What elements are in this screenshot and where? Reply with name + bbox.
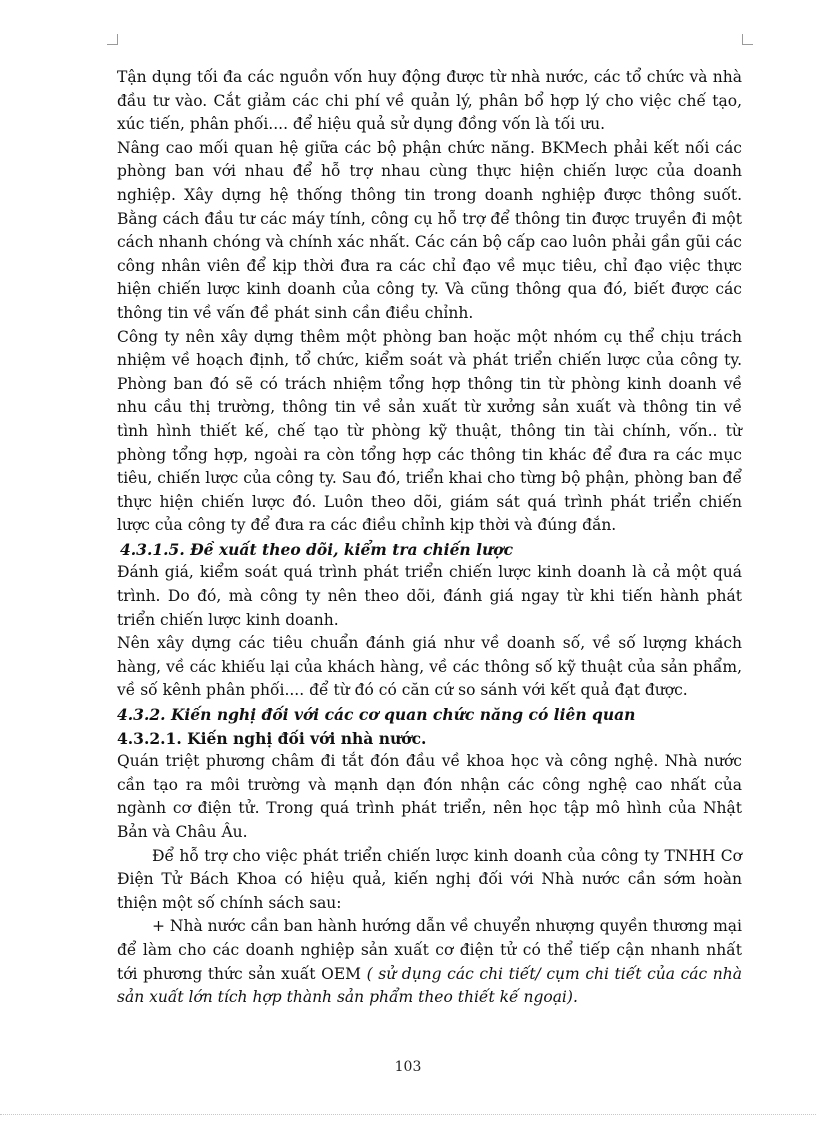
page-number: 103 (394, 1059, 422, 1075)
paragraph-support (117, 845, 742, 916)
page-body (117, 66, 742, 1010)
heading-4-3-2-1: 4.3.2.1. Kiến nghị đối với nhà nước. (117, 728, 427, 748)
heading-4-3-1-5: 4.3.1.5. Đề xuất theo dõi, kiểm tra chiến lược (120, 539, 514, 559)
bullet-franchise (117, 915, 742, 1009)
paragraph-state-policy: Quán triệt phương châm đi tắt đón đầu về khoa học và công nghệ. Nhà nước cần tạo ra môi trường và mạnh dạn đón nhận các công nghệ cao nhất của ngành cơ điện tử. Trong quá trình phát triển, nên học tập mô hình của Nhật Bản và Châu Âu. (117, 752, 742, 841)
bullet-franchise-italic: ( sử dụng các chi tiết/ cụm chi tiết của các nhà sản xuất lớn tích hợp thành sản phẩm theo thiết kế ngoại). (117, 964, 742, 1007)
paragraph-capital: Tận dụng tối đa các nguồn vốn huy động được từ nhà nước, các tổ chức và nhà đầu tư vào. Cắt giảm các chi phí về quản lý, phân bổ hợp lý cho việc chế tạo, xúc tiến, phân phối.... để hiệu quả sử dụng đồng vốn là tối ưu. (117, 68, 742, 134)
crop-mark-top-left (107, 34, 118, 45)
bullet-franchise-text: + Nhà nước cần ban hành hướng dẫn về chuyển nhượng quyền thương mại để làm cho các doanh nghiệp sản xuất cơ điện tử có thể tiếp cận nhanh nhất tới phương thức sản xuất OEM (117, 917, 742, 983)
paragraph-support-main: Để hỗ trợ cho việc phát triển chiến lược kinh doanh của công ty TNHH Cơ Điện Tử Bách Khoa có hiệu quả, kiến nghị đối với Nhà nước cần sớm hoàn thiện một số (117, 846, 742, 912)
heading-4-3-2: 4.3.2. Kiến nghị đối với các cơ quan chức năng có liên quan (117, 705, 636, 725)
paragraph-strategy-team: Công ty nên xây dựng thêm một phòng ban hoặc một nhóm cụ thể chịu trách nhiệm về hoạch định, tổ chức, kiểm soát và phát triển chiến lược của công ty. Phòng ban đó sẽ có trách nhiệm tổng hợp thông tin từ phòng kinh doanh về nhu cầu thị trường, thông tin về sản xuất từ xưởng sản xuất và thông tin về tình hình thiết kế, chế tạo từ phòng kỹ thuật, thông tin tài chính, vốn.. từ phòng tổng hợp, ngoài ra còn tổng hợp các thông tin khác để đưa ra các mục tiêu, chiến lược của công ty. Sau đó, triển khai cho từng bộ phận, phòng ban để thực hiện chiến lược đó. Luôn theo dõi, giám sát quá trình phát triển chiến lược của công ty để đưa ra các điều chỉnh kịp thời và đúng đắn. (117, 327, 742, 535)
page-bottom-rule (0, 1114, 816, 1115)
paragraph-support-tail: chính sách sau: (219, 893, 342, 912)
crop-mark-top-right (742, 34, 753, 45)
paragraph-coordination: Nâng cao mối quan hệ giữa các bộ phận chức năng. BKMech phải kết nối các phòng ban với nhau để hỗ trợ nhau cùng thực hiện chiến lược của doanh nghiệp. Xây dựng hệ thống thông tin trong doanh nghiệp được thông suốt. Bằng cách đầu tư các máy tính, công cụ hỗ trợ để thông tin được truyền đi một cách nhanh chóng và chính xác nhất. Các cán bộ cấp cao luôn phải gần gũi các công nhân viên để kịp thời đưa ra các chỉ đạo về mục tiêu, chỉ đạo việc thực hiện chiến lược kinh doanh của công ty. Và cũng thông qua đó, biết được các thông tin về vấn đề phát sinh cần điều chỉnh. (117, 138, 742, 322)
paragraph-criteria: Nên xây dựng các tiêu chuẩn đánh giá như về doanh số, về số lượng khách hàng, về các khiếu lại của khách hàng, về các thông số kỹ thuật của sản phẩm, về số kênh phân phối.... để từ đó có căn cứ so sánh với kết quả đạt được. (117, 634, 742, 700)
paragraph-evaluation: Đánh giá, kiểm soát quá trình phát triển chiến lược kinh doanh là cả một quá trình. Do đó, mà công ty nên theo dõi, đánh giá ngay từ khi tiến hành phát triển chiến lược kinh doanh. (117, 563, 742, 629)
